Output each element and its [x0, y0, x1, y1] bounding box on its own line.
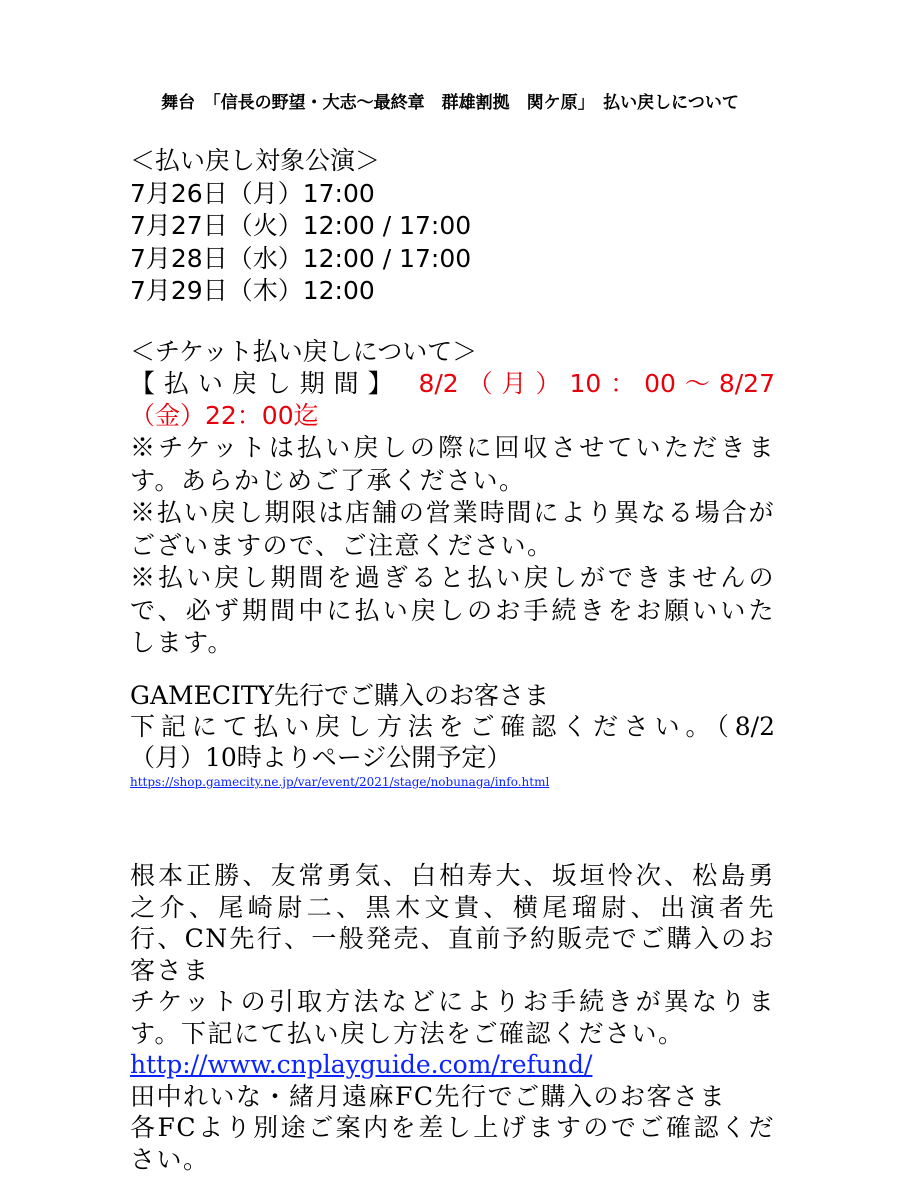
gamecity-line: GAMECITY先行でご購入のお客さま: [130, 681, 550, 710]
refund-period-line: [130, 368, 775, 400]
cn-line: 之介、尾崎尉二、黒木文貴、横尾瑠尉、出演者先: [130, 892, 775, 922]
cn-line: 客さま: [130, 955, 210, 985]
note-line: ございますので、ご注意ください。: [130, 530, 554, 560]
cn-line: 行、CN先行、一般発売、直前予約販売でご購入のお: [130, 924, 775, 953]
cn-refund-link[interactable]: http://www.cnplayguide.com/refund/: [130, 1050, 593, 1079]
performances-heading: ＜払い戻し対象公演＞: [130, 146, 381, 175]
note-line: で、必ず期間中に払い戻しのお手続きをお願いいた: [130, 595, 775, 625]
cn-line: す。下記にて払い戻し方法をご確認ください。: [130, 1018, 685, 1048]
cn-section: [130, 860, 775, 1175]
performance-date: 7月28日（水）12:00 / 17:00: [130, 243, 472, 273]
refund-period-value-cont: （金）22：00迄: [130, 401, 319, 430]
note-line: ※払い戻し期間を過ぎると払い戻しができませんの: [130, 563, 775, 592]
note-line: ※チケットは払い戻しの際に回収させていただきま: [130, 433, 775, 462]
cn-line: チケットの引取方法などによりお手続きが異なりま: [130, 987, 775, 1016]
gamecity-section: [130, 680, 775, 791]
cn-line: 根本正勝、友常勇気、白柏寿大、坂垣怜次、松島勇: [130, 861, 775, 890]
fc-line: 田中れいな・緒月遠麻FC先行でご購入のお客さま: [130, 1081, 726, 1111]
gamecity-link[interactable]: https://shop.gamecity.ne.jp/var/event/2021/stage/nobunaga/info.html: [130, 775, 550, 789]
gamecity-line: 下記にて払い戻し方法をご確認ください。（8/2: [130, 712, 775, 741]
refund-notes: [130, 432, 775, 660]
refund-period-label: 【払い戻し期間】: [130, 369, 402, 398]
performance-date: 7月26日（月）17:00: [130, 178, 375, 208]
refund-heading: ＜チケット払い戻しについて＞: [130, 337, 478, 366]
performance-date: 7月29日（木）12:00: [130, 276, 375, 305]
note-line: ※払い戻し期限は店舗の営業時間により異なる場合が: [130, 498, 775, 527]
page-title: 舞台 「信長の野望・大志〜最終章 群雄割拠 関ケ原」 払い戻しについて: [161, 93, 739, 113]
gamecity-line: （月）10時よりページ公開予定）: [130, 743, 512, 772]
note-line: します。: [130, 628, 235, 657]
refund-period-value: 8/2（月）10：00〜8/27: [418, 369, 775, 398]
note-line: す。あらかじめご了承ください。: [130, 465, 526, 495]
performance-date: 7月27日（火）12:00 / 17:00: [130, 211, 472, 240]
refund-section: [130, 336, 775, 660]
performances-section: [130, 145, 775, 308]
fc-line: 各FCより別途ご案内を差し上げますのでご確認くだ: [130, 1113, 775, 1142]
fc-line: さい。: [130, 1144, 210, 1174]
